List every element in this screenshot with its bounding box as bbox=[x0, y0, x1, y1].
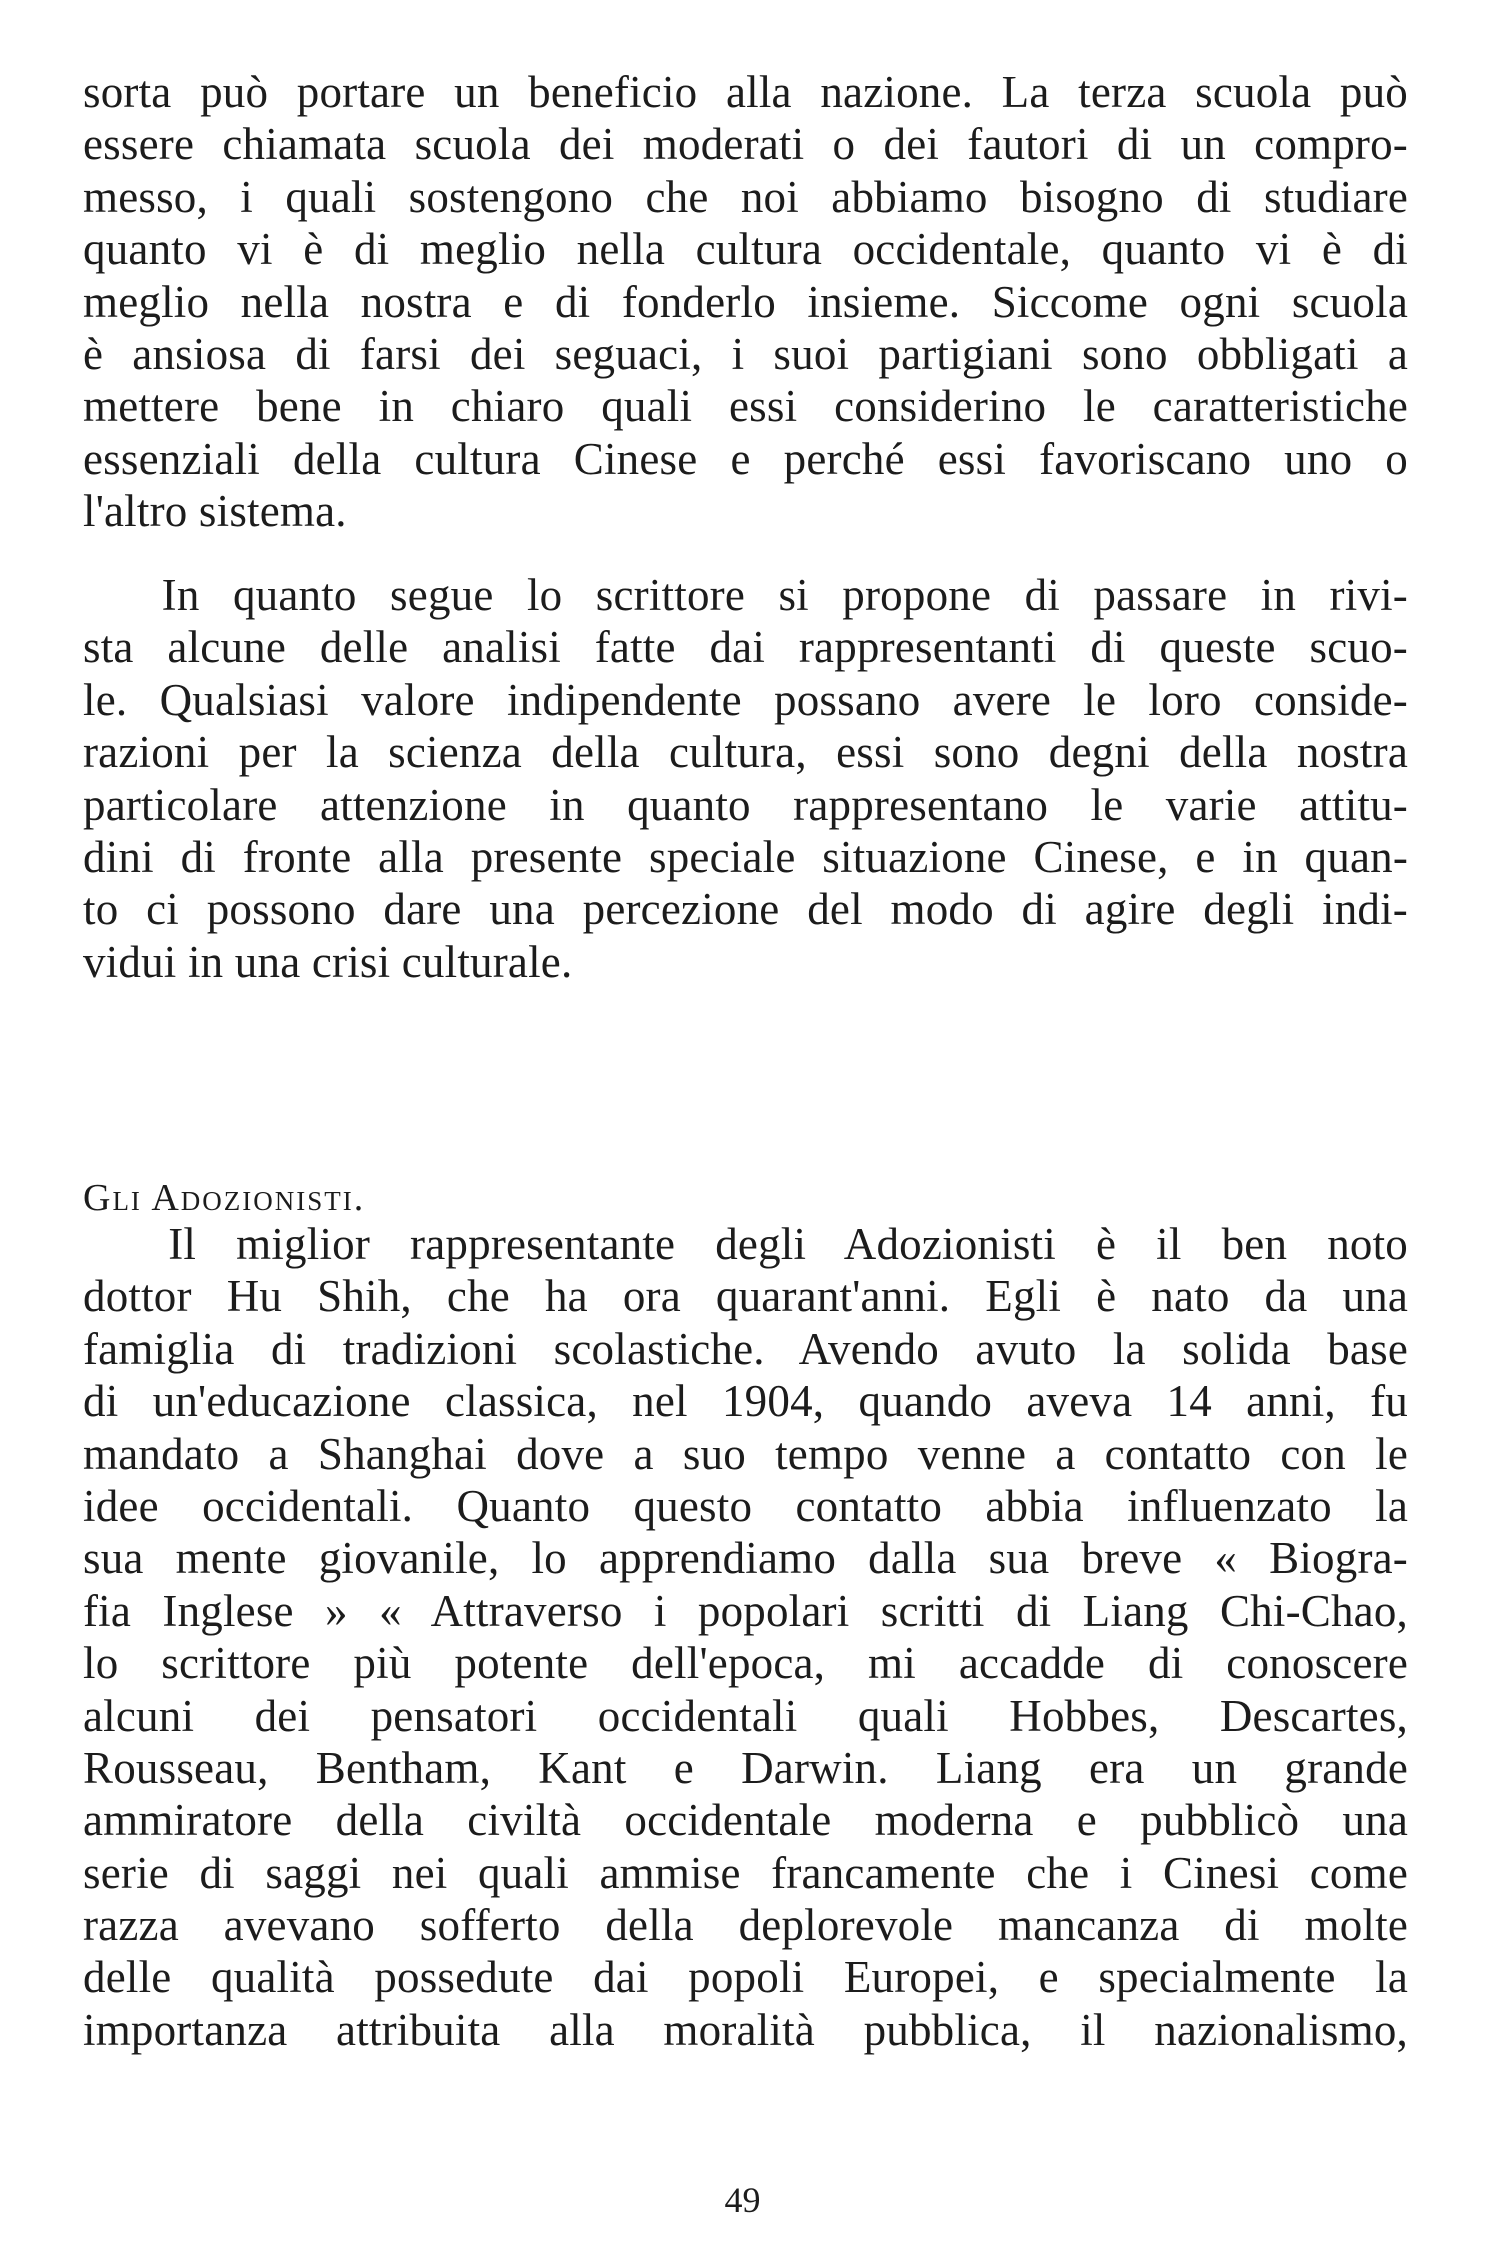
text-line: lo scrittore più potente dell'epoca, mi accadde di conoscere bbox=[83, 1638, 1408, 1689]
text-line: alcuni dei pensatori occidentali quali Hobbes, Descartes, bbox=[83, 1690, 1408, 1741]
text-line: importanza attribuita alla moralità pubblica, il nazionalismo, bbox=[83, 2004, 1408, 2055]
text-line: sta alcune delle analisi fatte dai rappresentanti di queste scuo- bbox=[83, 622, 1408, 673]
text-line: mandato a Shanghai dove a suo tempo venne a contatto con le bbox=[83, 1428, 1408, 1479]
section-heading: Gli Adozionisti. bbox=[83, 1177, 366, 1219]
text-line: essere chiamata scuola dei moderati o dei fautori di un compro- bbox=[83, 119, 1408, 170]
text-line: dottor Hu Shih, che ha ora quarant'anni. Egli è nato da una bbox=[83, 1271, 1408, 1322]
text-line: sorta può portare un beneficio alla nazione. La terza scuola può bbox=[83, 67, 1408, 117]
text-line: ammiratore della civiltà occidentale moderna e pubblicò una bbox=[83, 1795, 1408, 1846]
text-line: delle qualità possedute dai popoli Europei, e specialmente la bbox=[83, 1952, 1408, 2003]
text-line: serie di saggi nei quali ammise francamente che i Cinesi come bbox=[83, 1847, 1408, 1898]
text-line: sua mente giovanile, lo apprendiamo dalla sua breve « Biogra- bbox=[83, 1533, 1408, 1584]
text-line: mettere bene in chiaro quali essi considerino le caratteristiche bbox=[83, 381, 1408, 432]
text-line: razioni per la scienza della cultura, essi sono degni della nostra bbox=[83, 727, 1408, 778]
text-line: è ansiosa di farsi dei seguaci, i suoi partigiani sono obbligati a bbox=[83, 328, 1408, 379]
text-line: razza avevano sofferto della deplorevole mancanza di molte bbox=[83, 1900, 1408, 1951]
text-line: fia Inglese » « Attraverso i popolari scritti di Liang Chi-Chao, bbox=[83, 1585, 1408, 1636]
text-line: to ci possono dare una percezione del modo di agire degli indi- bbox=[83, 884, 1408, 935]
paragraph-2 bbox=[83, 569, 1408, 988]
text-line: vidui in una crisi culturale. bbox=[83, 936, 573, 987]
text-line: dini di fronte alla presente speciale situazione Cinese, e in quan- bbox=[83, 831, 1408, 882]
text-line: Il miglior rappresentante degli Adozionisti è il ben noto bbox=[83, 1219, 1408, 1269]
text-line: In quanto segue lo scrittore si propone di passare in rivi- bbox=[83, 570, 1408, 620]
text-line: di un'educazione classica, nel 1904, quando aveva 14 anni, fu bbox=[83, 1376, 1408, 1427]
text-line: Rousseau, Bentham, Kant e Darwin. Liang era un grande bbox=[83, 1742, 1408, 1793]
text-line: le. Qualsiasi valore indipendente possano avere le loro conside- bbox=[83, 674, 1408, 725]
text-line: meglio nella nostra e di fonderlo insieme. Siccome ogni scuola bbox=[83, 276, 1408, 327]
text-line: famiglia di tradizioni scolastiche. Avendo avuto la solida base bbox=[83, 1323, 1408, 1374]
text-line: messo, i quali sostengono che noi abbiamo bisogno di studiare bbox=[83, 171, 1408, 222]
text-line: particolare attenzione in quanto rappresentano le varie attitu- bbox=[83, 779, 1408, 830]
text-line: l'altro sistema. bbox=[83, 486, 347, 537]
page-number: 49 bbox=[724, 2180, 761, 2220]
text-line: quanto vi è di meglio nella cultura occidentale, quanto vi è di bbox=[83, 224, 1408, 275]
paragraph-1 bbox=[83, 66, 1408, 538]
text-line: idee occidentali. Quanto questo contatto abbia influenzato la bbox=[83, 1480, 1408, 1531]
text-line: essenziali della cultura Cinese e perché essi favoriscano uno o bbox=[83, 433, 1408, 484]
paragraph-3 bbox=[83, 1218, 1408, 2056]
